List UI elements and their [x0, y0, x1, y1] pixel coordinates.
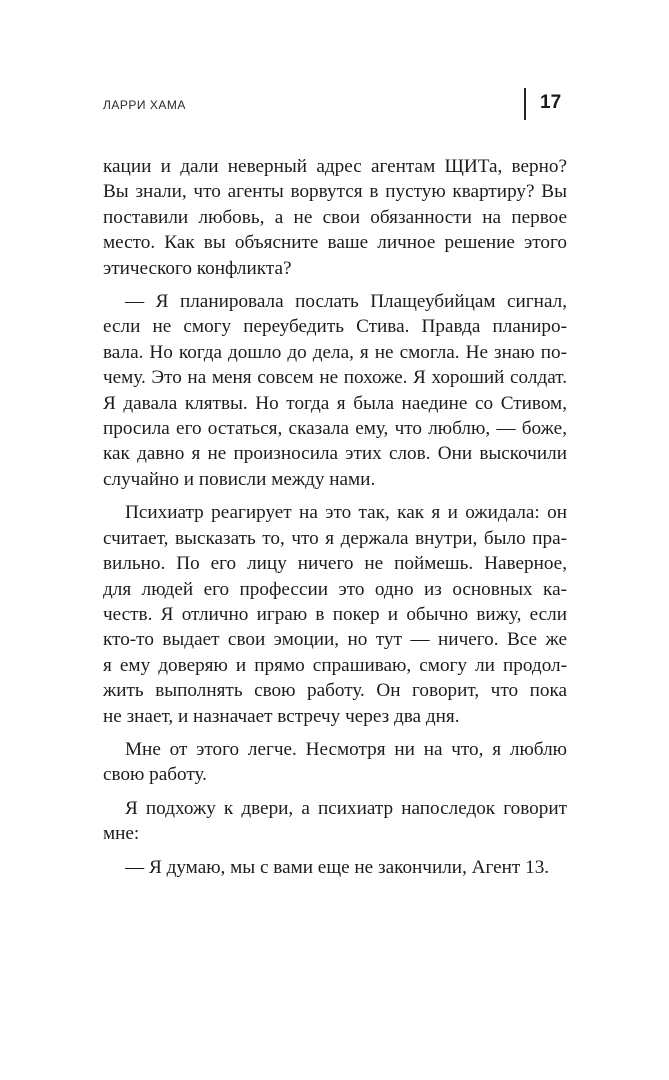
- text-line: Психиатр реагирует на это так, как я и ожидала: он: [125, 502, 567, 524]
- paragraph: [103, 796, 567, 847]
- text-line: считает, высказать то, что я держала внутри, было пра-: [103, 527, 567, 549]
- text-line: кто-то выдает свои эмоции, но тут — ничего. Все же: [103, 629, 567, 651]
- text-line: для людей его профессии это одно из основных ка-: [103, 578, 567, 600]
- text-line: не знает, и назначает встречу через два дня.: [103, 705, 460, 727]
- text-line: Я давала клятвы. Но тогда я была наедине со Стивом,: [103, 392, 567, 414]
- text-line: — Я думаю, мы с вами еще не закончили, Агент 13.: [125, 856, 550, 878]
- text-line: вала. Но когда дошло до дела, я не смогла. Не знаю по-: [103, 341, 567, 363]
- paragraph: [103, 154, 567, 281]
- text-line: жить выполнять свою работу. Он говорит, что пока: [103, 680, 567, 702]
- text-line: свою работу.: [103, 764, 207, 786]
- text-line: Мне от этого легче. Несмотря ни на что, я люблю: [125, 738, 567, 760]
- body-text: [103, 154, 567, 888]
- text-line: Вы знали, что агенты ворвутся в пустую квартиру? Вы: [103, 181, 567, 203]
- text-line: просила его остаться, сказала ему, что люблю, — боже,: [103, 418, 567, 440]
- text-line: я ему доверяю и прямо спрашиваю, смогу ли продол-: [103, 654, 567, 676]
- paragraph: [103, 737, 567, 788]
- text-line: этического конфликта?: [103, 257, 292, 279]
- header-divider: [524, 88, 526, 120]
- text-line: поставили любовь, а не свои обязанности на первое: [103, 206, 567, 228]
- text-line: — Я планировала послать Плащеубийцам сигнал,: [125, 291, 567, 313]
- text-line: как давно я не произносила этих слов. Они выскочили: [103, 443, 567, 465]
- text-line: мне:: [103, 823, 140, 845]
- page-number: 17: [540, 92, 562, 113]
- text-line: кации и дали неверный адрес агентам ЩИТа, верно?: [103, 156, 567, 177]
- text-line: Я подхожу к двери, а психиатр напоследок говорит: [125, 797, 567, 819]
- text-line: если не смогу переубедить Стива. Правда планиро-: [103, 316, 567, 338]
- paragraph: [103, 855, 567, 880]
- text-line: место. Как вы объясните ваше личное решение этого: [103, 232, 567, 254]
- text-line: чему. Это на меня совсем не похоже. Я хороший солдат.: [103, 367, 567, 389]
- running-head-author: ЛАРРИ ХАМА: [103, 98, 186, 112]
- text-line: случайно и повисли между нами.: [103, 468, 376, 490]
- paragraph: [103, 500, 567, 729]
- text-line: вильно. По его лицу ничего не поймешь. Наверное,: [103, 553, 567, 575]
- paragraph: [103, 289, 567, 492]
- text-line: честв. Я отлично играю в покер и обычно вижу, если: [103, 603, 567, 625]
